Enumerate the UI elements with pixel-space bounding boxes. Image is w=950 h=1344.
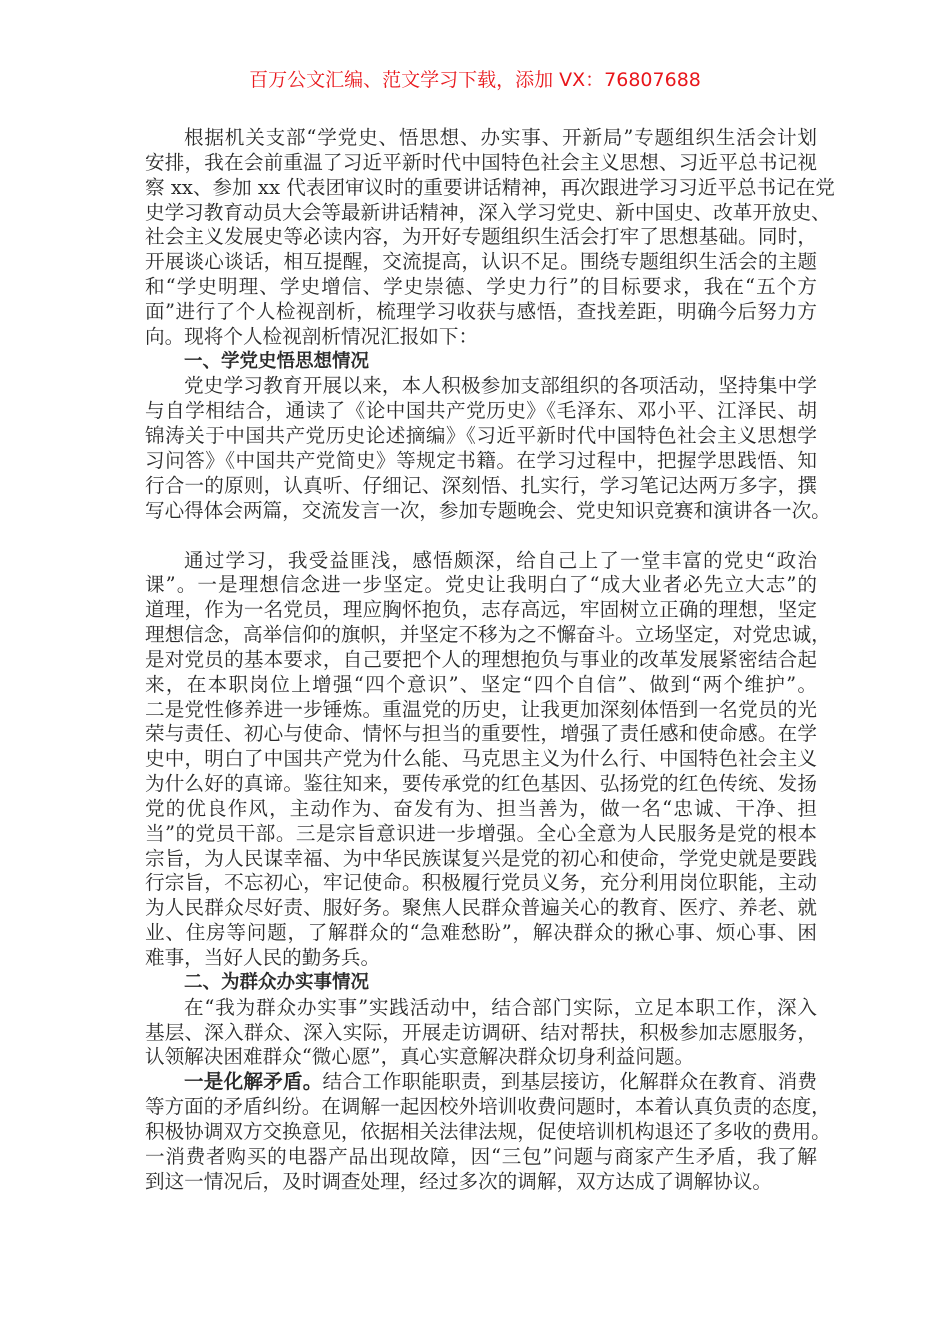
paragraph-line: 一消费者购买的电器产品出现故障，因“三包”问题与商家产生矛盾，我了解 (145, 1144, 817, 1168)
paragraph-line: 史学习教育动员大会等最新讲话精神，深入学习党史、新中国史、改革开放史、 (145, 200, 831, 224)
paragraph-line: 面”进行了个人检视剖析，梳理学习收获与感悟，查找差距，明确今后努力方 (145, 299, 817, 323)
paragraph-line: 道理，作为一名党员，理应胸怀抱负，志存高远，牢固树立正确的理想，坚定 (145, 598, 817, 622)
paragraph (145, 1070, 831, 1194)
paragraph-line: 安排，我在会前重温了习近平新时代中国特色社会主义思想、习近平总书记视 (145, 150, 817, 174)
paragraph-line: 到这一情况后，及时调查处理，经过多次的调解，双方达成了调解协议。 (145, 1169, 772, 1193)
paragraph-line: 基层、深入群众、深入实际，开展走访调研、结对帮扶，积极参加志愿服务， (145, 1020, 817, 1044)
line-text: 结合工作职能职责，到基层接访，化解群众在教育、消费 (322, 1070, 818, 1094)
paragraph-line: 根据机关支部“学党史、悟思想、办实事、开新局”专题组织生活会计划 (184, 126, 817, 149)
lead-phrase: 一是化解矛盾。 (184, 1070, 323, 1094)
document-body (145, 126, 835, 1194)
paragraph-line: 荣与责任、初心与使命、情怀与担当的重要性，增强了责任感和使命感。在学 (145, 722, 817, 746)
paragraph-line: 写心得体会两篇，交流发言一次，参加专题晚会、党史知识竞赛和演讲各一次。 (145, 498, 831, 522)
paragraph-line: 等方面的矛盾纠纷。在调解一起因校外培训收费问题时，本着认真负责的态度， (145, 1095, 831, 1119)
paragraph-line: 课”。一是理想信念进一步坚定。党史让我明白了“成大业者必先立大志”的 (145, 573, 817, 597)
paragraph-line: 和“学史明理、学史增信、学史崇德、学史力行”的目标要求，我在“五个方 (145, 275, 817, 299)
paragraph-line: 社会主义发展史等必读内容，为开好专题组织生活会打牢了思想基础。同时， (145, 225, 817, 249)
paragraph-line: 当”的党员干部。三是宗旨意识进一步增强。全心全意为人民服务是党的根本 (145, 821, 817, 845)
paragraph-line: 向。现将个人检视剖析情况汇报如下： (145, 324, 479, 348)
paragraph-line: 史中，明白了中国共产党为什么能、马克思主义为什么行、中国特色社会主义 (145, 747, 817, 771)
paragraph (145, 374, 831, 523)
paragraph-line: 党的优良作风，主动作为、奋发有为、担当善为，做一名“忠诚、干净、担 (145, 796, 817, 820)
paragraph-line: 行合一的原则，认真听、仔细记、深刻悟、扎实行，学习笔记达两万多字，撰 (145, 473, 817, 497)
paragraph-line: 党史学习教育开展以来，本人积极参加支部组织的各项活动，坚持集中学 (184, 374, 817, 398)
paragraph-line: 难事，当好人民的勤务兵。 (145, 946, 381, 969)
paragraph-line: 为人民群众尽好责、服好务。聚焦人民群众普遍关心的教育、医疗、养老、就 (145, 896, 817, 920)
paragraph-line: 是对党员的基本要求，自己要把个人的理想抱负与事业的改革发展紧密结合起 (145, 647, 817, 671)
paragraph-line: 开展谈心谈话，相互提醒，交流提高，认识不足。围绕专题组织生活会的主题 (145, 250, 817, 274)
paragraph-line: 积极协调双方交换意见，依据相关法律法规，促使培训机构退还了多收的费用。 (145, 1119, 831, 1143)
paragraph-line: 习问答》《中国共产党简史》等规定书籍。在学习过程中，把握学思践悟、知 (145, 448, 817, 472)
paragraph-line: 理想信念，高举信仰的旗帜，并坚定不移为之不懈奋斗。立场坚定，对党忠诚， (145, 623, 831, 647)
paragraph (145, 996, 817, 1071)
paragraph-line: 业、住房等问题，了解群众的“急难愁盼”，解决群众的揪心事、烦心事、困 (145, 921, 817, 945)
paragraph-line: 来，在本职岗位上增强“四个意识”、坚定“四个自信”、做到“两个维护”。 (145, 672, 817, 696)
paragraph-line: 二是党性修养进一步锤炼。重温党的历史，让我更加深刻体悟到一名党员的光 (145, 697, 817, 721)
paragraph-line: 察 xx、参加 xx 代表团审议时的重要讲话精神，再次跟进学习习近平总书记在党 (145, 175, 835, 199)
paragraph-line: 锦涛关于中国共产党历史论述摘编》《习近平新时代中国特色社会主义思想学 (145, 424, 817, 448)
paragraph (145, 548, 831, 971)
paragraph-line: 宗旨，为人民谋幸福、为中华民族谋复兴是党的初心和使命，学党史就是要践 (145, 846, 817, 870)
paragraph-line: 与自学相结合，通读了《论中国共产党历史》《毛泽东、邓小平、江泽民、胡 (145, 399, 817, 423)
paragraph-spacer (145, 524, 817, 549)
paragraph-line (145, 1070, 817, 1095)
paragraph-line: 为什么好的真谛。鉴往知来，要传承党的红色基因、弘扬党的红色传统、发扬 (145, 772, 817, 796)
paragraph-line: 在“我为群众办实事”实践活动中，结合部门实际，立足本职工作，深入 (184, 995, 817, 1019)
watermark-banner: 百万公文汇编、范文学习下载，添加 VX：76807688 (249, 69, 701, 91)
paragraph (145, 126, 835, 350)
section-heading: 一、学党史悟思想情况 (184, 350, 370, 372)
section-heading: 二、为群众办实事情况 (184, 971, 370, 993)
paragraph-line: 行宗旨，不忘初心，牢记使命。积极履行党员义务，充分利用岗位职能，主动 (145, 871, 817, 895)
paragraph-line: 通过学习，我受益匪浅，感悟颇深，给自己上了一堂丰富的党史“政治 (184, 548, 817, 572)
paragraph-line: 认领解决困难群众“微心愿”，真心实意解决群众切身利益问题。 (145, 1045, 695, 1069)
